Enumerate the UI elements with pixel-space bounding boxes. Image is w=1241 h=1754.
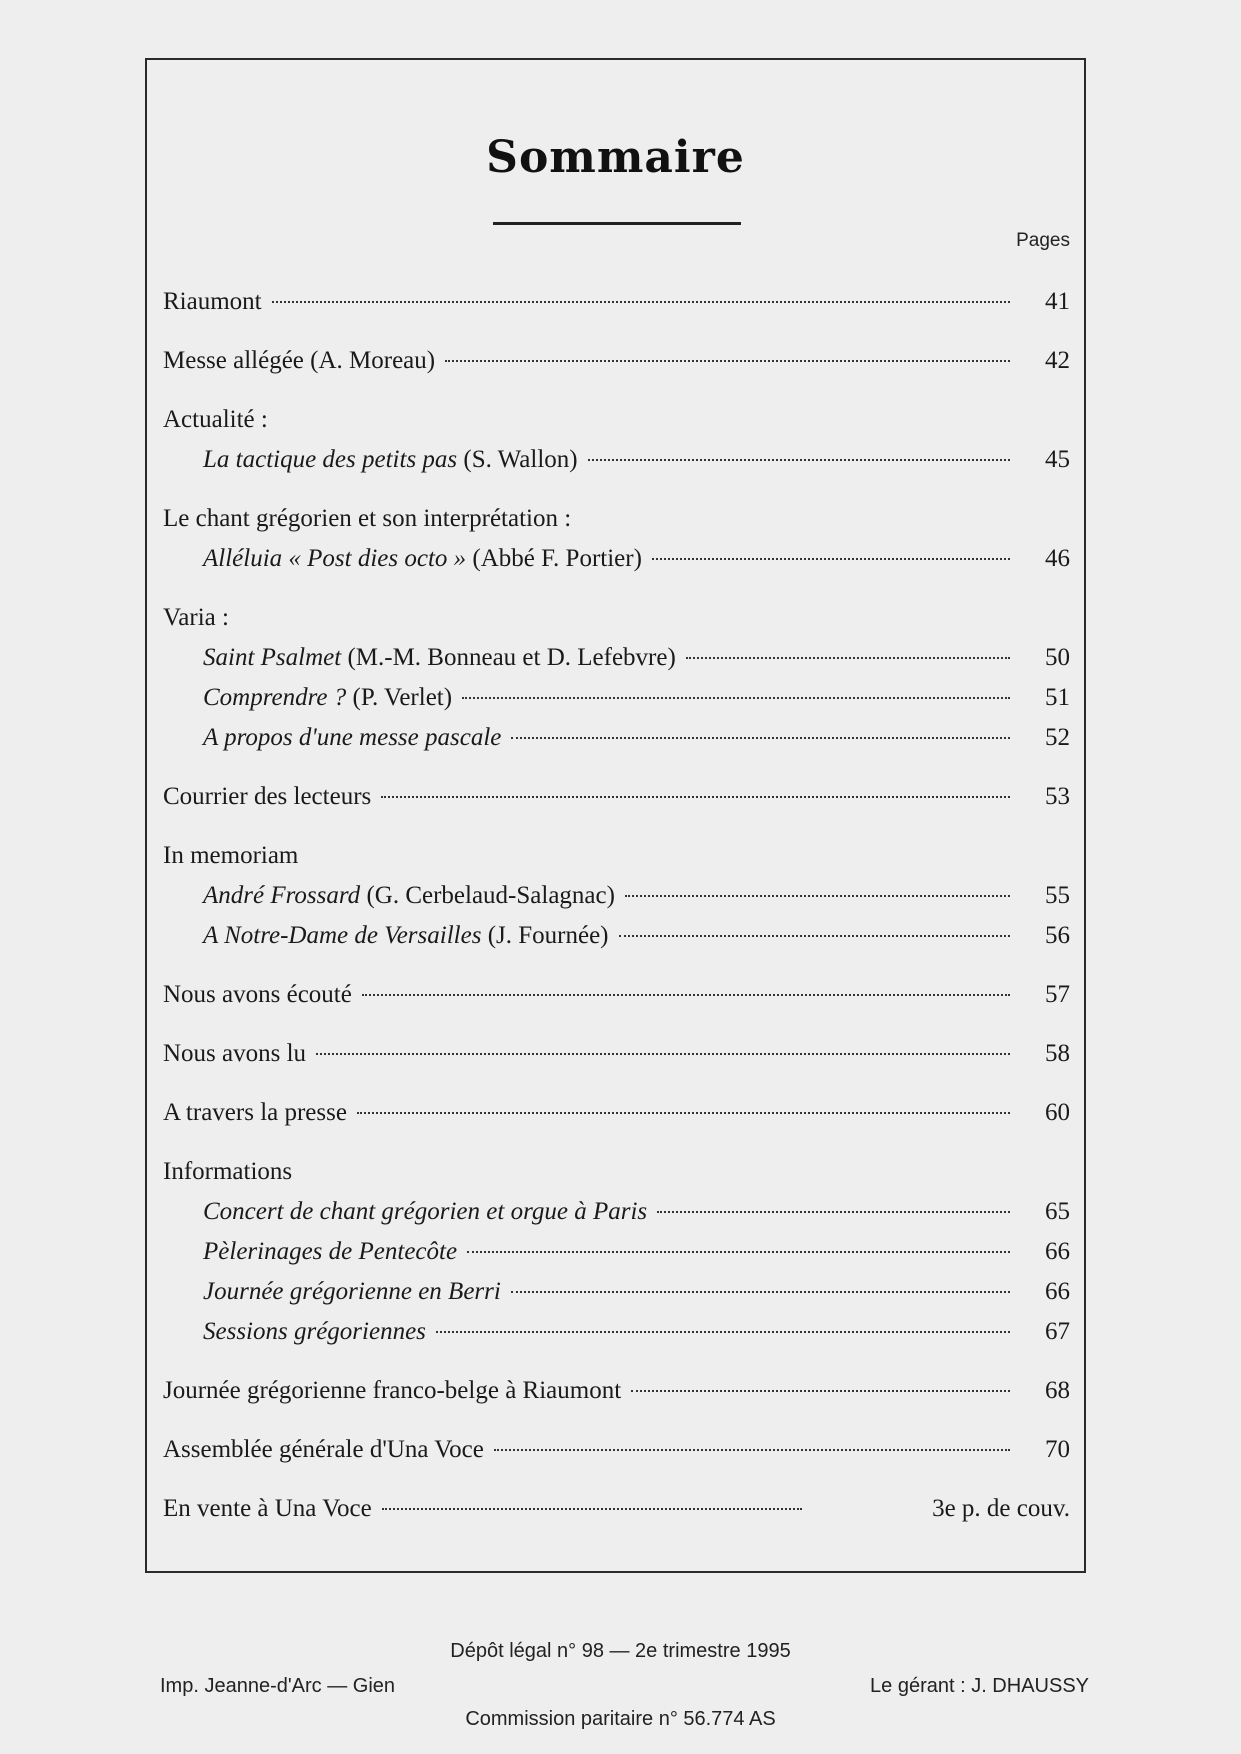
dot-leader	[445, 360, 1010, 362]
toc-page-number: 50	[1045, 644, 1070, 671]
toc-entry-title-text: (Abbé F. Portier)	[466, 545, 642, 572]
toc-page-number: 53	[1045, 783, 1070, 810]
toc-page-number: 66	[1045, 1278, 1070, 1305]
toc-entry-title	[203, 1192, 647, 1232]
toc-entry-title-text: Riaumont	[163, 288, 262, 315]
toc-page-number: 55	[1045, 882, 1070, 909]
toc-section	[163, 1034, 1070, 1074]
toc-section	[163, 1371, 1070, 1411]
toc-entry-title	[203, 638, 676, 678]
toc-entry	[163, 876, 1070, 916]
dot-leader	[652, 558, 1010, 560]
toc-entry-title	[163, 777, 371, 817]
toc-section	[163, 499, 1070, 579]
dot-leader	[381, 796, 1010, 798]
toc-entry-title-italic: Concert de chant grégorien et orgue à Paris	[203, 1198, 648, 1225]
toc-entry-title	[203, 1272, 501, 1312]
toc-entry-title-text: Messe allégée (A. Moreau)	[163, 347, 436, 374]
toc-page-number: 52	[1045, 724, 1070, 751]
contents-frame	[145, 58, 1086, 1573]
toc-entry-title	[163, 1371, 621, 1411]
dot-leader	[657, 1211, 1010, 1213]
dot-leader	[619, 935, 1011, 937]
toc-entry-title	[163, 341, 435, 381]
toc-section	[163, 777, 1070, 817]
toc-entry-title	[203, 1232, 457, 1272]
toc-entry-title	[203, 718, 501, 758]
toc-entry-title-italic: A Notre-Dame de Versailles	[203, 922, 482, 949]
dot-leader	[511, 737, 1010, 739]
toc-entry-title	[203, 539, 642, 579]
toc-entry-title	[163, 1489, 372, 1529]
toc-page-number: 65	[1045, 1198, 1070, 1225]
toc-page-number: 45	[1045, 446, 1070, 473]
pages-column-label: Pages	[1016, 230, 1070, 251]
toc-section	[163, 1093, 1070, 1133]
toc-entry-title	[203, 678, 452, 718]
toc-entry-title-italic: Saint Psalmet	[203, 644, 342, 671]
toc-section	[163, 282, 1070, 322]
toc-entry	[163, 1034, 1070, 1074]
toc-entry-title	[163, 975, 352, 1015]
toc-entry	[163, 440, 1070, 480]
toc-section	[163, 1152, 1070, 1352]
toc-entry-title	[163, 1430, 484, 1470]
dot-leader	[511, 1291, 1010, 1293]
toc-page-number: 41	[1045, 288, 1070, 315]
dot-leader	[362, 994, 1010, 996]
toc-entry-title	[203, 916, 609, 956]
toc-page-number: 66	[1045, 1238, 1070, 1265]
toc-entry-title	[203, 876, 615, 916]
dot-leader	[686, 657, 1010, 659]
table-of-contents	[163, 282, 1070, 1529]
toc-page-number: 51	[1045, 684, 1070, 711]
toc-entry-title-italic: Journée grégorienne en Berri	[203, 1278, 501, 1305]
toc-section	[163, 598, 1070, 758]
toc-section-heading: Informations	[163, 1158, 293, 1185]
toc-section-heading: In memoriam	[163, 842, 299, 869]
toc-entry-title-italic: La tactique des petits pas	[203, 446, 458, 473]
toc-page-number: 42	[1045, 347, 1070, 374]
toc-page-number: 58	[1045, 1040, 1070, 1067]
toc-page-number: 68	[1045, 1377, 1070, 1404]
dot-leader	[462, 697, 1010, 699]
toc-entry	[163, 678, 1070, 718]
toc-entry-title-text: Journée grégorienne franco-belge à Riaumont	[163, 1377, 622, 1404]
toc-entry	[163, 975, 1070, 1015]
toc-section	[163, 1430, 1070, 1470]
toc-entry-title-italic: A propos d'une messe pascale	[203, 724, 502, 751]
toc-entry-title-text: A travers la presse	[163, 1099, 347, 1126]
toc-entry	[163, 638, 1070, 678]
title-rule	[493, 222, 741, 225]
toc-entry-title	[203, 1312, 426, 1352]
toc-section-heading: Varia :	[163, 604, 229, 631]
toc-section	[163, 341, 1070, 381]
toc-entry	[163, 1192, 1070, 1232]
toc-page-number: 70	[1045, 1436, 1070, 1463]
toc-entry	[163, 1489, 1070, 1529]
toc-entry-title-italic: Sessions grégoriennes	[203, 1318, 426, 1345]
dot-leader	[588, 459, 1010, 461]
printer-info: Imp. Jeanne-d'Arc — Gien	[160, 1675, 396, 1697]
manager-info: Le gérant : J. DHAUSSY	[870, 1675, 1089, 1697]
toc-page-number: 60	[1045, 1099, 1070, 1126]
toc-entry-title-text: (M.-M. Bonneau et D. Lefebvre)	[341, 644, 676, 671]
toc-entry-title-text: Nous avons lu	[163, 1040, 307, 1067]
dot-leader	[625, 895, 1010, 897]
toc-page-number: 46	[1045, 545, 1070, 572]
toc-entry	[163, 777, 1070, 817]
dot-leader	[272, 301, 1010, 303]
toc-entry-title-text: Nous avons écouté	[163, 981, 352, 1008]
toc-page-number: 56	[1045, 922, 1070, 949]
toc-entry	[163, 1232, 1070, 1272]
dot-leader	[494, 1449, 1010, 1451]
toc-page-number: 67	[1045, 1318, 1070, 1345]
toc-section	[163, 400, 1070, 480]
toc-entry	[163, 916, 1070, 956]
toc-page-number: 57	[1045, 981, 1070, 1008]
page-title: Sommaire	[486, 132, 745, 183]
toc-entry	[163, 1093, 1070, 1133]
commission-info: Commission paritaire n° 56.774 AS	[465, 1708, 776, 1730]
dot-leader	[631, 1390, 1010, 1392]
toc-section-heading: Actualité :	[163, 406, 268, 433]
toc-entry-title-text: (S. Wallon)	[457, 446, 578, 473]
toc-entry	[163, 539, 1070, 579]
toc-entry-title-text: (G. Cerbelaud-Salagnac)	[360, 882, 615, 909]
dot-leader	[436, 1331, 1010, 1333]
toc-entry-title	[163, 282, 262, 322]
toc-page-number: 3e p. de couv.	[932, 1495, 1070, 1522]
toc-entry	[163, 1371, 1070, 1411]
toc-entry	[163, 341, 1070, 381]
toc-entry-title-italic: Alléluia « Post dies octo »	[203, 545, 467, 572]
toc-entry-title-text: Assemblée générale d'Una Voce	[163, 1436, 484, 1463]
toc-entry-title-italic: André Frossard	[203, 882, 361, 909]
toc-entry-title-text: (J. Fournée)	[481, 922, 609, 949]
toc-entry	[163, 282, 1070, 322]
dot-leader	[357, 1112, 1010, 1114]
dot-leader	[316, 1053, 1010, 1055]
toc-entry-title	[203, 440, 578, 480]
toc-entry-title-text: Courrier des lecteurs	[163, 783, 372, 810]
toc-entry-title	[163, 1093, 347, 1133]
dot-leader	[467, 1251, 1010, 1253]
toc-entry-title-text: (P. Verlet)	[346, 684, 453, 711]
toc-section-heading: Le chant grégorien et son interprétation :	[163, 505, 572, 532]
toc-entry-title-text: En vente à Una Voce	[163, 1495, 372, 1522]
toc-section	[163, 1489, 1070, 1529]
toc-section	[163, 836, 1070, 956]
toc-entry	[163, 1272, 1070, 1312]
legal-deposit: Dépôt légal n° 98 — 2e trimestre 1995	[450, 1640, 791, 1662]
toc-entry	[163, 1430, 1070, 1470]
toc-entry	[163, 718, 1070, 758]
dot-leader	[382, 1508, 802, 1510]
toc-entry	[163, 1312, 1070, 1352]
toc-entry-title-italic: Pèlerinages de Pentecôte	[203, 1238, 458, 1265]
toc-section	[163, 975, 1070, 1015]
toc-entry-title-italic: Comprendre ?	[203, 684, 347, 711]
toc-entry-title	[163, 1034, 306, 1074]
